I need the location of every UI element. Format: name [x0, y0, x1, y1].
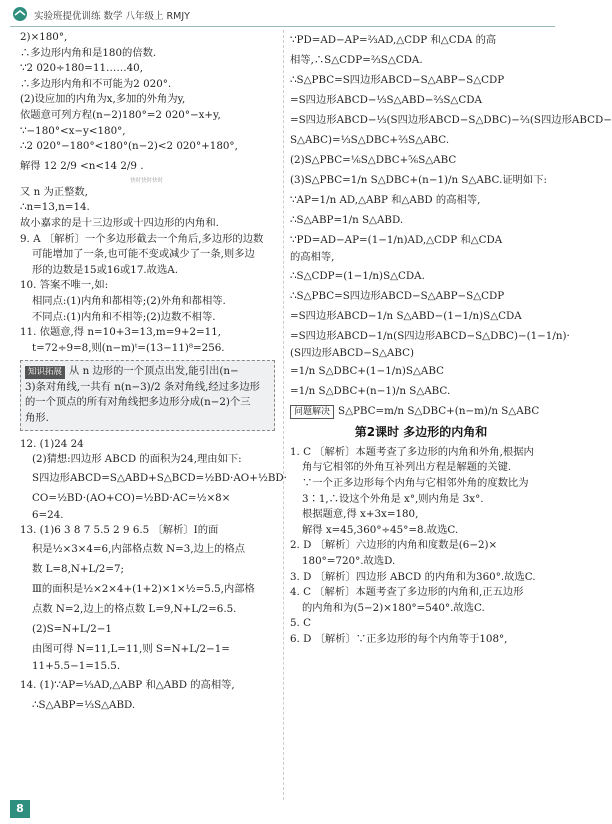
answer-line: 根据题意,得 x+3x=180, — [302, 508, 419, 521]
left-answers-part2 — [20, 437, 287, 715]
answer-line: (2)设应加的内角为x,多加的外角为y, — [20, 93, 186, 106]
knowledge-extension-tag: 知识拓展 — [25, 366, 65, 379]
answer-line: =1/n S△DBC+(n−1)/n S△ABC. — [290, 385, 451, 398]
answer-line: 6=24. — [32, 508, 64, 521]
answer-line: 相等,∴S△CDP=⅔S△CDA. — [290, 54, 423, 66]
answer-line: ∴S△ABP=1/n S△ABD. — [290, 214, 404, 226]
left-answers-part1 — [20, 30, 275, 356]
answer-line: =S四边形ABCD−1/n(S四边形ABCD−S△DBC)−(1−1/n)· — [290, 329, 570, 342]
answer-line: 积是½×3×4=6,内部格点数 N=3,边上的格点 — [32, 543, 246, 556]
answer-line: 6. D 〔解析〕∵正多边形的每个内角等于108°, — [290, 632, 508, 645]
answer-line: =S四边形ABCD−⅓S△ABD−⅔S△CDA — [290, 94, 482, 106]
answer-line: 180°=720°.故选D. — [302, 554, 396, 567]
answer-line: 2. D 〔解析〕六边形的内角和度数是(6−2)× — [290, 539, 498, 552]
answer-line: S△ABC)=⅓S△DBC+⅔S△ABC. — [290, 134, 450, 146]
header-divider — [10, 26, 555, 27]
answer-line: 角与它相邻的外角互补列出方程是解题的关键. — [302, 461, 512, 474]
answer-line: 4. C 〔解析〕本题考查了多边形的内角和,正五边形 — [290, 586, 524, 599]
answer-line: 14. (1)∵AP=⅓AD,△ABP 和△ABD 的高相等, — [20, 678, 235, 691]
answer-line: 的高相等, — [290, 251, 335, 263]
answer-line: 3. D 〔解析〕四边形 ABCD 的内角和为360°.故选C. — [290, 570, 536, 583]
answer-line: 5. C — [290, 617, 311, 630]
answer-line: =S四边形ABCD−1/n S△ABD−(1−1/n)S△CDA — [290, 309, 522, 322]
page-header — [0, 0, 565, 28]
answer-line: 13. (1)6 3 8 7 5.5 2 9 6.5 〔解析〕Ⅰ的面 — [20, 524, 219, 537]
column-divider — [283, 30, 284, 800]
answer-line: ∵PD=AD−AP=(1−1/n)AD,△CDP 和△CDA — [290, 234, 503, 246]
answer-line: (2)猜想:四边形 ABCD 的面积为24,理由如下: — [32, 453, 242, 466]
section-title: 第2课时 多边形的内角和 — [354, 425, 488, 440]
problem-solving-line — [290, 401, 552, 421]
answer-line: ∵AP=1/n AD,△ABP 和△ABD 的高相等, — [290, 194, 481, 206]
answer-line: ∴S△CDP=(1−1/n)S△CDA. — [290, 269, 425, 282]
answer-line: 数 L=8,N+L/2=7; — [32, 563, 125, 576]
answer-line: 11. 依题意,得 n=10+3=13,m=9+2=11, — [20, 326, 222, 339]
right-answers-part1 — [290, 30, 612, 401]
answer-line: (3)S△PBC=1/n S△DBC+(n−1)/n S△ABC.证明如下: — [290, 174, 547, 186]
problem-solving-formula: S△PBC=m/n S△DBC+(n−m)/n S△ABC — [338, 405, 540, 418]
problem-solving-tag: 问题解决 — [290, 405, 334, 419]
knowledge-line: 3)条对角线,一共有 n(n−3)/2 条对角线,经过多边形 — [25, 380, 260, 393]
answer-line: 11+5.5−1=15.5. — [32, 660, 121, 673]
answer-line: CO=½BD·(AO+CO)=½BD·AC=½×8× — [32, 491, 231, 504]
answer-line: ∴2 020°−180°<180°(n−2)<2 020°+180°, — [20, 140, 238, 153]
answer-line: ∴多边形内角和是180的倍数. — [20, 46, 157, 59]
answer-line: 点数 N=2,边上的格点数 L=9,N+L/2=6.5. — [32, 603, 237, 616]
answer-line: (2)S=N+L/2−1 — [32, 623, 112, 636]
page-number: 8 — [10, 800, 30, 818]
answer-line: 由图可得 N=11,L=11,则 S=N+L/2−1= — [32, 643, 230, 656]
answer-line: t=72÷9=8,则(n−m)ᵗ=(13−11)⁸=256. — [32, 341, 225, 354]
answer-line: ∴n=13,n=14. — [20, 201, 90, 214]
answer-line: 又 n 为正整数, — [20, 185, 88, 198]
answer-line: ∵PD=AD−AP=⅔AD,△CDP 和△CDA 的高 — [290, 34, 497, 46]
answer-line: 1. C 〔解析〕本题考查了多边形的内角和外角,根据内 — [290, 445, 534, 458]
knowledge-line: 的一个顶点的所有对角线把多边形分成(n−2)个三 — [25, 396, 251, 409]
answer-line: ∵−180°<x−y<180°, — [20, 124, 126, 137]
answer-line: 9. A 〔解析〕一个多边形截去一个角后,多边形的边数 — [20, 232, 264, 245]
answer-line: =S四边形ABCD−⅓(S四边形ABCD−S△DBC)−⅔(S四边形ABCD− — [290, 114, 612, 126]
answer-line: S四边形ABCD=S△ABD+S△BCD=½BD·AO+½BD· — [32, 471, 287, 484]
answer-line: 10. 答案不唯一,如: — [20, 279, 109, 292]
answer-line: Ⅲ的面积是½×2×4+(1+2)×1×½=5.5,内部格 — [32, 583, 255, 596]
answer-line: 3∶1,∴设这个外角是 x°,则内角是 3x°. — [302, 492, 484, 505]
right-column — [290, 30, 612, 648]
answer-line: 12. (1)24 24 — [20, 437, 84, 450]
answer-line: 故小嘉求的是十三边形或十四边形的内角和. — [20, 216, 219, 229]
answer-line: (S四边形ABCD−S△ABC) — [290, 346, 414, 359]
answer-line: 可能增加了一条,也可能不变或减少了一条,则多边 — [32, 248, 255, 261]
answer-line: =1/n S△DBC+(1−1/n)S△ABC — [290, 365, 444, 378]
answer-line: ∴S△PBC=S四边形ABCD−S△ABP−S△CDP — [290, 74, 505, 86]
answer-line: ∴多边形内角和不可能为2 020°. — [20, 77, 172, 90]
answer-line: 解得 12 2/9 <n<14 2/9 . — [20, 159, 144, 172]
answer-line: 不同点:(1)内角和不相等;(2)边数不相等. — [32, 310, 216, 323]
left-column — [20, 30, 287, 715]
answer-line: ∵一个正多边形每个内角与它相邻外角的度数比为 — [302, 476, 529, 489]
header-title: 实验班提优训练 数学 八年级上 RMJY — [34, 11, 190, 22]
answer-line: 快时快时快时 — [130, 177, 164, 184]
answer-line: 依题意可列方程(n−2)180°=2 020°−x+y, — [20, 108, 221, 121]
answer-line: ∵2 020÷180=11……40, — [20, 62, 144, 75]
knowledge-line: 从 n 边形的一个顶点出发,能引出(n− — [69, 365, 239, 378]
answer-line: 的内角和为(5−2)×180°=540°.故选C. — [302, 601, 485, 614]
answer-line: ∴S△PBC=S四边形ABCD−S△ABP−S△CDP — [290, 289, 505, 302]
answer-line: 2)×180°, — [20, 31, 68, 43]
answer-line: (2)S△PBC=⅙S△DBC+⅚S△ABC — [290, 154, 457, 166]
answer-line: 形的边数是15或16或17.故选A. — [32, 263, 178, 276]
answer-line: ∴S△ABP=⅓S△ABD. — [32, 698, 136, 711]
right-answers-part2 — [290, 445, 552, 648]
knowledge-extension-box — [20, 360, 275, 430]
book-logo-icon — [10, 6, 30, 22]
knowledge-line: 角形. — [25, 412, 49, 425]
answer-line: 解得 x=45,360°÷45°=8.故选C. — [302, 523, 459, 536]
answer-line: 相同点:(1)内角和都相等;(2)外角和都相等. — [32, 294, 226, 307]
